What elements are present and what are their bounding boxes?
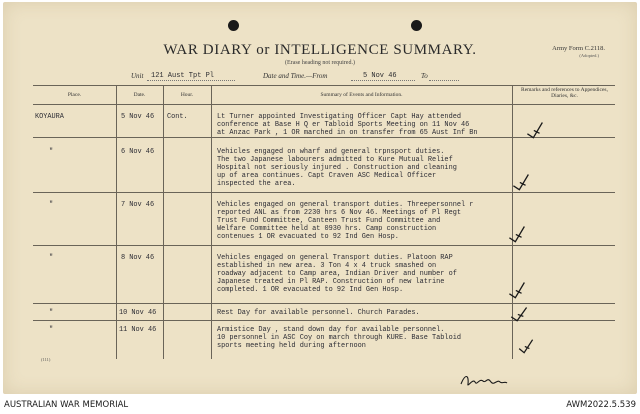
tick-mark-icon — [505, 224, 530, 246]
entry-line: Lt Turner appointed Investigating Officer Capt Hay attended — [217, 113, 461, 121]
entry-date: 5 Nov 46 — [121, 113, 155, 121]
header-date: Date. — [133, 92, 146, 98]
diary-page — [3, 2, 637, 394]
entry-place: " — [49, 201, 54, 209]
entry-line: Hospital not seriously injured . Construction and cleaning — [217, 164, 457, 172]
entry-line: Armistice Day , stand down day for available personnel. — [217, 326, 445, 334]
entry-line: Trust Fund Committee, Canteen Trust Fund Committee and — [217, 217, 441, 225]
entry-hour: Cont. — [167, 113, 188, 121]
entry-line: 10 personnel in ASC Coy on march through KURE. Base Tabloid — [217, 334, 461, 342]
header-hour: Hour. — [180, 92, 194, 98]
institution-label: AUSTRALIAN WAR MEMORIAL — [4, 400, 129, 410]
entry-line: Japanese treated in Pl RAP. Construction of new latrine — [217, 278, 445, 286]
accession-number: AWM2022.5.539 — [566, 400, 636, 410]
signature-icon — [459, 372, 509, 390]
entry-line: Vehicles engaged on general Transport duties. Platoon RAP — [217, 254, 453, 262]
tick-mark-icon — [523, 120, 548, 142]
entry-date: 10 Nov 46 — [119, 309, 157, 317]
entry-line: completed. 1 OR evacuated to 92 Ind Gen Hosp. — [217, 286, 404, 294]
column-rule — [163, 85, 164, 359]
from-value: 5 Nov 46 — [363, 72, 397, 80]
entry-date: 8 Nov 46 — [121, 254, 155, 262]
entry-date: 11 Nov 46 — [119, 326, 157, 334]
header-place: Place. — [67, 92, 82, 98]
column-rule — [211, 85, 212, 359]
unit-label: Unit — [131, 72, 144, 80]
entry-line: Vehicles engaged on general transport duties. Threepersonnel r — [217, 201, 474, 209]
header-bottom-rule — [33, 104, 615, 105]
tick-mark-icon — [516, 338, 538, 356]
adopted-note: (Adopted.) — [579, 53, 599, 58]
entry-place: " — [49, 148, 54, 156]
printer-mark: (111) — [41, 357, 51, 362]
entry-line: sports meeting held during afternoon — [217, 342, 366, 350]
unit-value: 121 Aust Tpt Pl — [151, 72, 215, 80]
army-form-number: Army Form C.2118. — [552, 45, 605, 52]
entry-line: conference at Base H Q er Tabloid Sports Meeting on 11 Nov 46 — [217, 121, 470, 129]
entry-line: roadway adjacent to Camp area, Indian Driver and number of — [217, 270, 457, 278]
entry-date: 6 Nov 46 — [121, 148, 155, 156]
entry-line: inspected the area. — [217, 180, 296, 188]
entry-line: at Anzac Park , 1 OR marched in on transfer from 65 Aust Inf Bn — [217, 129, 478, 137]
entry-line: The two Japanese labourers admitted to Kure Mutual Relief — [217, 156, 453, 164]
column-rule — [116, 85, 117, 359]
header-remarks: Remarks and references to Appendices, Diaries, &c. — [521, 87, 608, 99]
to-label: To — [421, 72, 428, 80]
punch-hole-icon — [228, 20, 239, 31]
entry-date: 7 Nov 46 — [121, 201, 155, 209]
entry-line: established in new area. 3 Ton 4 x 4 truck smashed on — [217, 262, 437, 270]
entry-place: " — [49, 254, 54, 262]
datetime-label: Date and Time.—From — [263, 72, 328, 80]
entry-place: KOYAURA — [35, 113, 64, 121]
archive-caption-bar — [0, 396, 640, 414]
entry-line: Welfare Committee held at 0930 hrs. Camp construction — [217, 225, 437, 233]
table-top-rule — [33, 85, 615, 86]
punch-hole-icon — [411, 20, 422, 31]
header-summary: Summary of Events and Information. — [320, 92, 403, 98]
entry-line: Rest Day for available personnel. Church Parades. — [217, 309, 420, 317]
entry-line: Vehicles engaged on wharf and general trpnsport duties. — [217, 148, 445, 156]
entry-line: up of area continues. Capt Craven ASC Medical Officer — [217, 172, 437, 180]
entry-place: " — [49, 326, 54, 334]
document-subtitle: (Erase heading not required.) — [285, 60, 355, 66]
tick-mark-icon — [508, 306, 532, 324]
unit-line — [131, 72, 461, 83]
document-title: WAR DIARY or INTELLIGENCE SUMMARY. — [163, 42, 477, 58]
tick-mark-icon — [505, 280, 530, 302]
entry-place: " — [49, 309, 54, 317]
entry-line: reported ANL as from 2230 hrs 6 Nov 46. Meetings of Pl Regt — [217, 209, 461, 217]
entry-line: contenues 1 OR evacuated to 92 Ind Gen Hosp. — [217, 233, 399, 241]
tick-mark-icon — [509, 172, 534, 194]
